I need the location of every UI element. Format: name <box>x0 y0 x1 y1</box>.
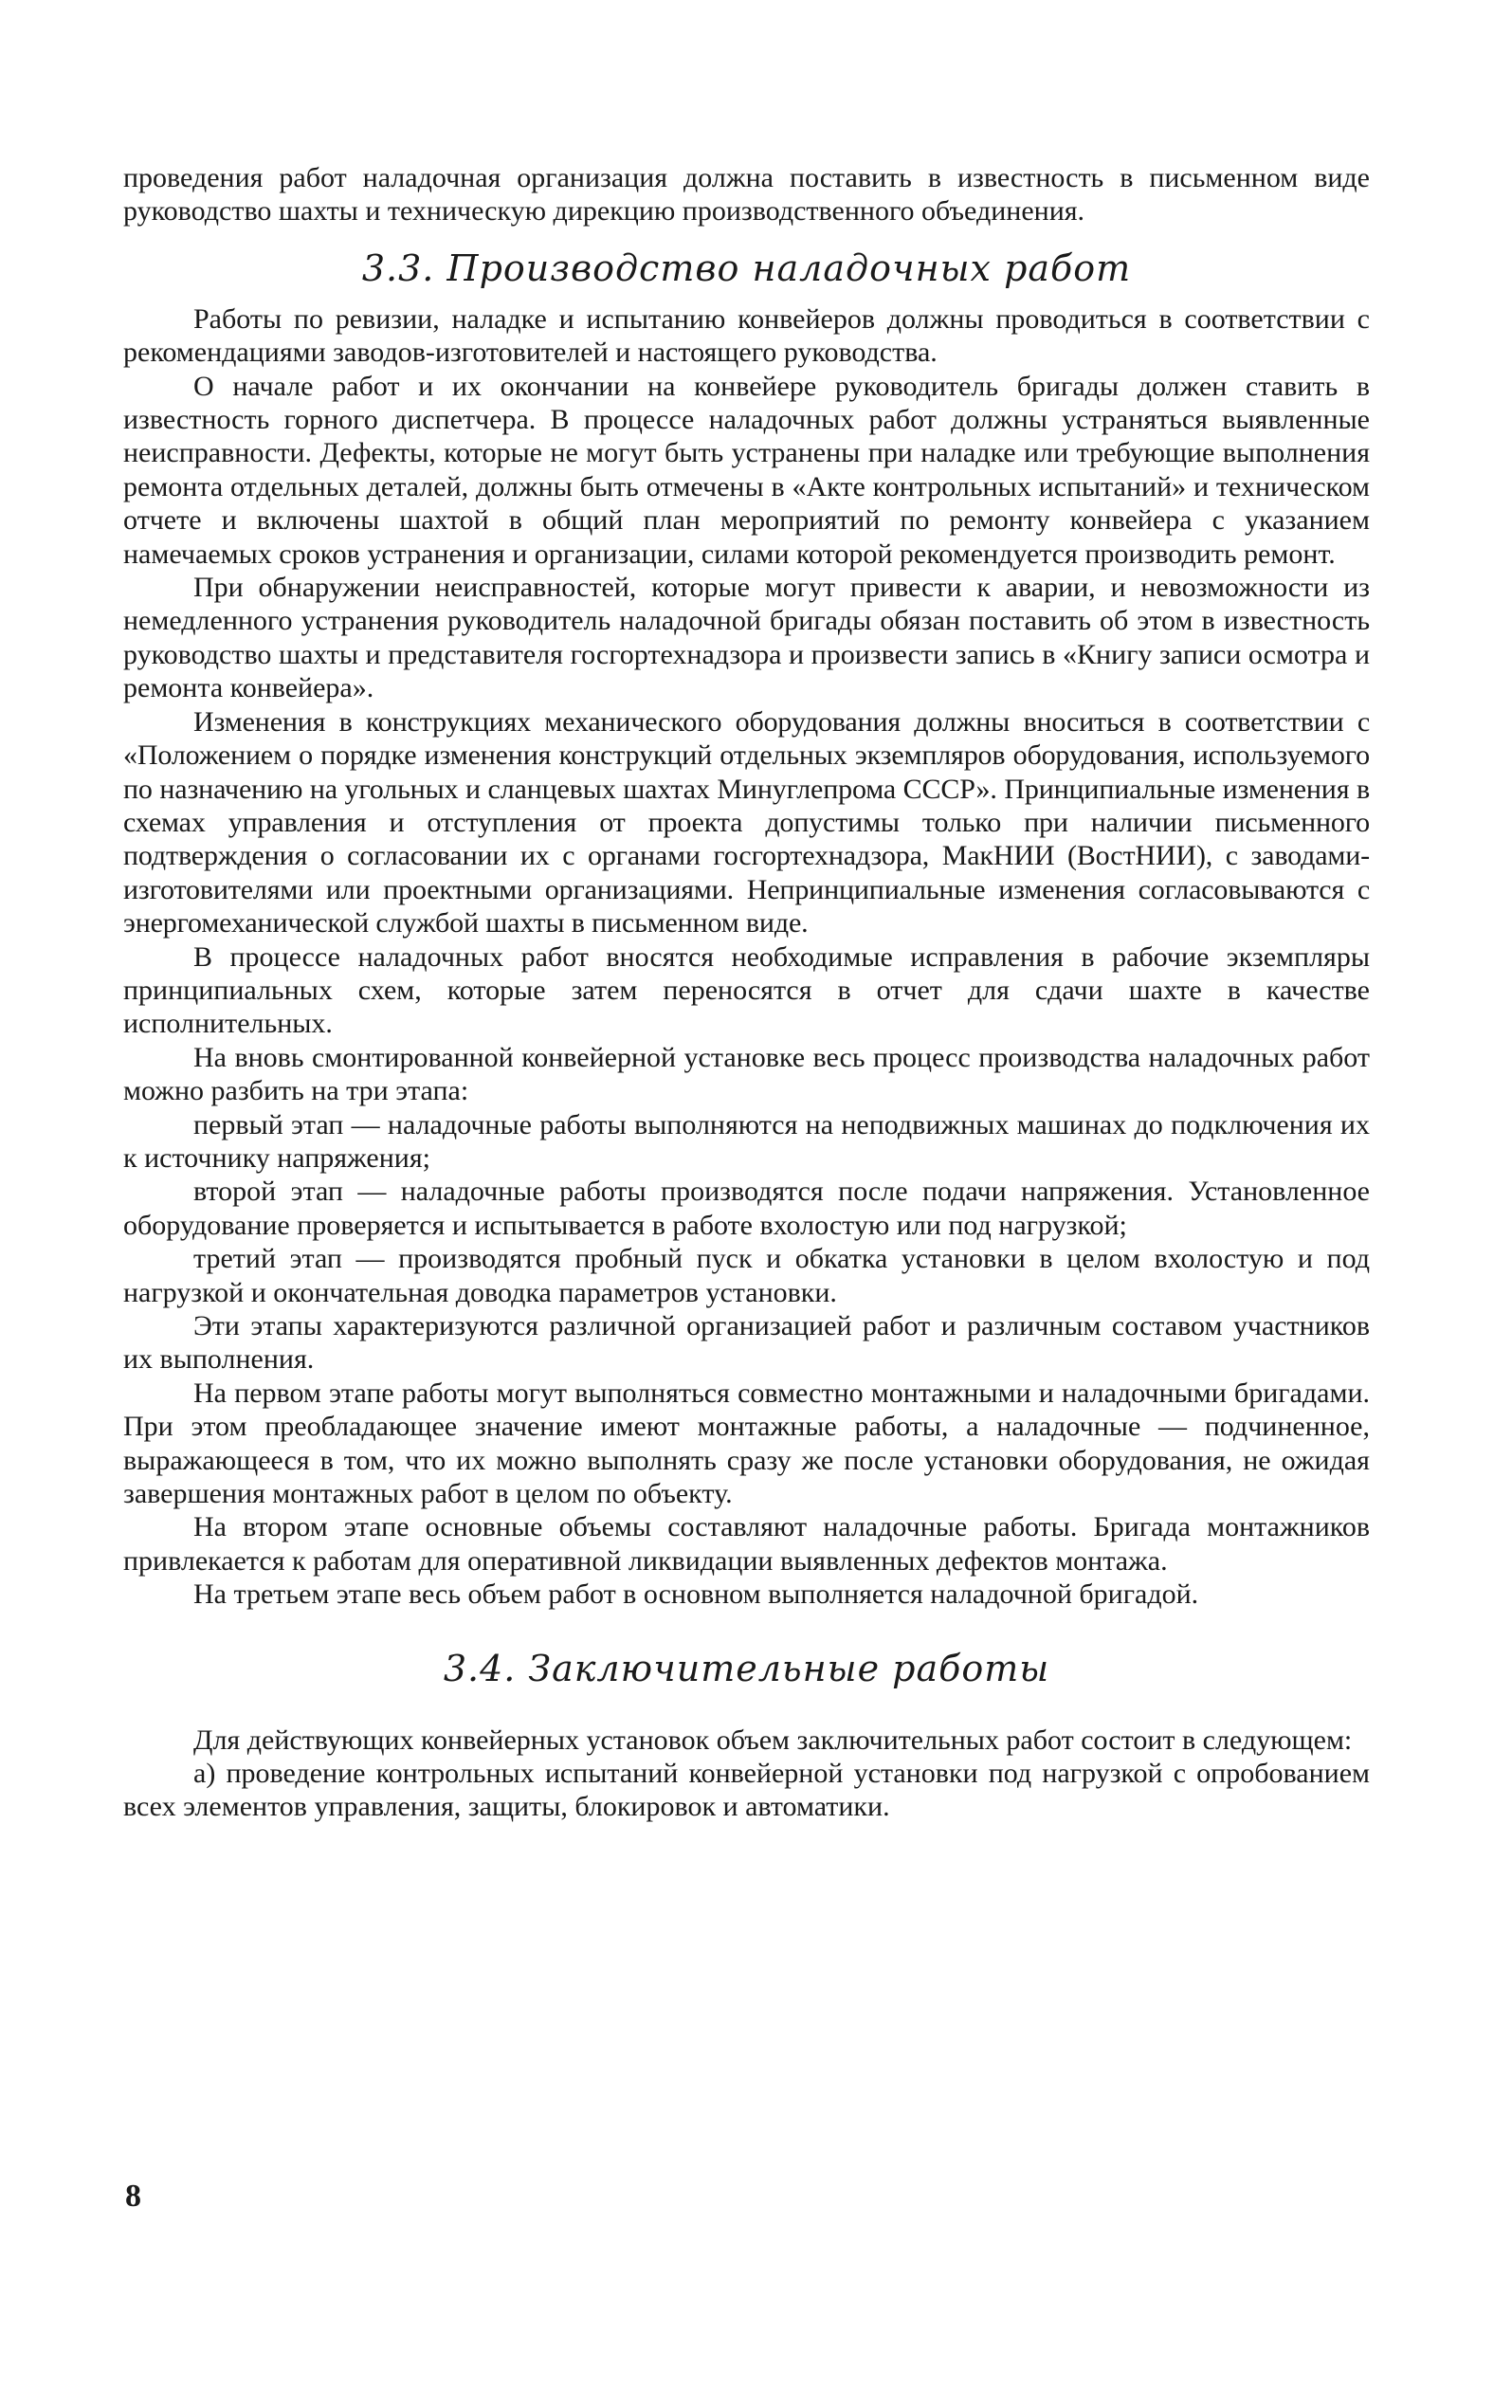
paragraph: На первом этапе работы могут выполняться совместно монтажными и наладочными бригадами. При этом преобладающее значение имеют монтажные работы, а наладочные — подчиненное, выражающееся в том, что их можно выполнять сразу же после установки оборудования, не ожидая завершения монтажных работ в целом по объекту. <box>123 1377 1370 1510</box>
paragraph: Изменения в конструкциях механического оборудования должны вноситься в соответствии с «Положением о порядке изменения конструкций отдельных экземпляров оборудования, используемого по назначению на угольных и сланцевых шахтах Минуглепрома СССР». Принципиальные изменения в схемах управления и отступления от проекта допустимы только при наличии письменного подтверждения о согласовании их с органами госгортехнадзора, МакНИИ (ВостНИИ), с заводами-изготовителями или проектными организациями. Непринципиальные изменения согласовываются с энергомеханической службой шахты в письменном виде. <box>123 705 1370 939</box>
paragraph: На втором этапе основные объемы составляют наладочные работы. Бригада монтажников привлекается к работам для оперативной ликвидации выявленных дефектов монтажа. <box>123 1511 1370 1577</box>
paragraph: При обнаружении неисправностей, которые могут привести к аварии, и невозможности из немедленного устранения руководитель наладочной бригады обязан поставить об этом в известность руководство шахты и представителя госгортехнадзора и произвести запись в «Книгу записи осмотра и ремонта конвейера». <box>123 572 1370 704</box>
page-body <box>123 161 1370 1824</box>
list-item-a: а) проведение контрольных испытаний конвейерной установки под нагрузкой с опробованием всех элементов управления, защиты, блокировок и автоматики. <box>123 1758 1370 1823</box>
paragraph: Для действующих конвейерных установок объем заключительных работ состоит в следующем: <box>193 1724 1353 1756</box>
paragraph: В процессе наладочных работ вносятся необходимые исправления в рабочие экземпляры принципиальных схем, которые затем переносятся в отчет для сдачи шахте в качестве исполнительных. <box>123 940 1370 1040</box>
paragraph: Эти этапы характеризуются различной организацией работ и различным составом участников их выполнения. <box>123 1310 1370 1376</box>
paragraph: На вновь смонтированной конвейерной установке весь процесс производства наладочных работ можно разбить на три этапа: <box>123 1041 1370 1107</box>
paragraph: проведения работ наладочная организация должна поставить в известность в письменном виде руководство шахты и техническую дирекцию производственного объединения. <box>123 162 1370 228</box>
section-heading-3-4: 3.4. Заключительные работы <box>443 1647 1050 1689</box>
paragraph: О начале работ и их окончании на конвейере руководитель бригады должен ставить в известность горного диспетчера. В процессе наладочных работ должны устраняться выявленные неисправности. Дефекты, которые не могут быть устранены при наладке или требующие выполнения ремонта отдельных деталей, должны быть отмечены в «Акте контрольных испытаний» и техническом отчете и включены шахтой в общий план мероприятий по ремонту конвейера с указанием намечаемых сроков устранения и организации, силами которой рекомендуется производить ремонт. <box>123 370 1370 570</box>
list-item-stage-1: первый этап — наладочные работы выполняются на неподвижных машинах до подключения их к источнику напряжения; <box>123 1108 1370 1174</box>
paragraph: На третьем этапе весь объем работ в основном выполняется наладочной бригадой. <box>193 1578 1199 1611</box>
section-heading-3-3: 3.3. Производство наладочных работ <box>361 246 1132 289</box>
list-item-stage-3: третий этап — производятся пробный пуск и обкатка установки в целом вхолостую и под нагрузкой и окончательная доводка параметров установки. <box>123 1243 1370 1308</box>
list-item-stage-2: второй этап — наладочные работы производятся после подачи напряжения. Установленное оборудование проверяется и испытывается в работе вхолостую или под нагрузкой; <box>123 1176 1370 1241</box>
paragraph: Работы по ревизии, наладке и испытанию конвейеров должны проводиться в соответствии с рекомендациями заводов-изготовителей и настоящего руководства. <box>123 302 1370 369</box>
page-number: 8 <box>125 2179 141 2214</box>
